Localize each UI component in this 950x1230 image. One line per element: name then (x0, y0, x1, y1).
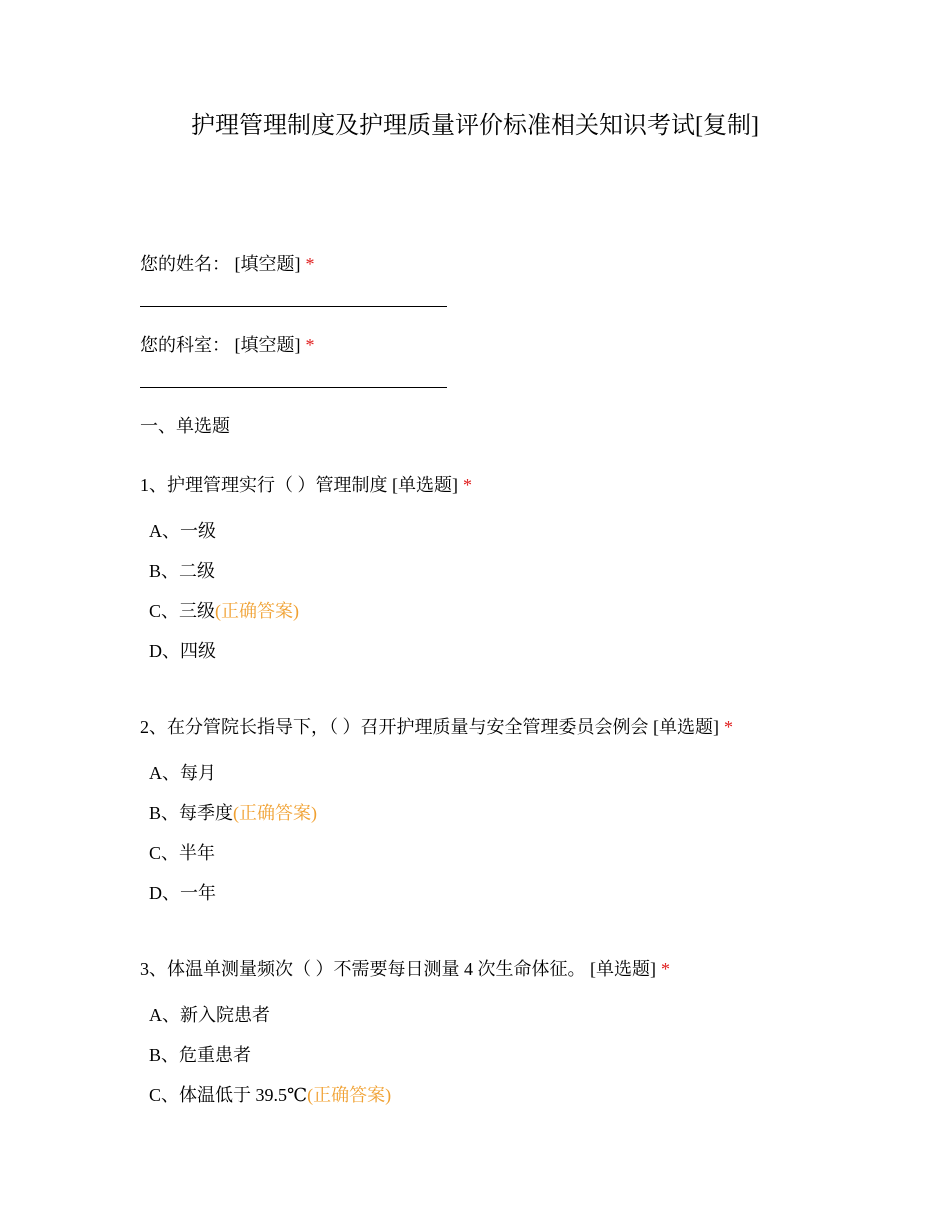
option-text: D、一年 (149, 883, 216, 903)
question-type: [单选题] (392, 475, 458, 495)
question-1-option-b[interactable] (149, 559, 215, 583)
department-field-label (140, 333, 315, 357)
question-3-option-c[interactable] (149, 1083, 391, 1107)
question-type: [单选题] (653, 717, 719, 737)
option-text: A、每月 (149, 763, 216, 783)
required-star: * (724, 717, 733, 737)
question-2-option-c[interactable] (149, 841, 215, 865)
option-text: C、半年 (149, 843, 216, 863)
option-text: B、每季度 (149, 803, 234, 823)
question-3-option-b[interactable] (149, 1043, 251, 1067)
field-type: [填空题] (234, 335, 301, 355)
correct-answer-mark: (正确答案) (233, 803, 318, 823)
question-3-option-a[interactable] (149, 1003, 270, 1027)
question-1-option-c[interactable] (149, 599, 299, 623)
required-star: * (305, 335, 315, 355)
page-title: 护理管理制度及护理质量评价标准相关知识考试[复制] (191, 113, 759, 139)
question-1-title (140, 473, 472, 497)
option-text: A、一级 (149, 521, 216, 541)
option-text: B、二级 (149, 561, 216, 581)
name-field-label (140, 252, 315, 276)
option-text: C、三级 (149, 601, 216, 621)
required-star: * (661, 959, 670, 979)
required-star: * (305, 254, 315, 274)
option-text: B、危重患者 (149, 1045, 252, 1065)
question-1-option-a[interactable] (149, 519, 216, 543)
field-label-text: 您的科室： (140, 335, 230, 355)
question-text: 3、体温单测量频次（ ）不需要每日测量 4 次生命体征。 (140, 959, 586, 979)
correct-answer-mark: (正确答案) (307, 1085, 392, 1105)
option-text: A、新入院患者 (149, 1005, 270, 1025)
question-type: [单选题] (590, 959, 656, 979)
question-2-option-a[interactable] (149, 761, 216, 785)
option-text: C、体温低于 39.5℃ (149, 1085, 308, 1105)
question-text: 1、护理管理实行（ ）管理制度 (140, 475, 388, 495)
question-2-title (140, 715, 733, 739)
name-answer-line[interactable] (140, 306, 447, 307)
question-3-title (140, 957, 670, 981)
question-1-option-d[interactable] (149, 639, 216, 663)
department-answer-line[interactable] (140, 387, 447, 388)
correct-answer-mark: (正确答案) (215, 601, 300, 621)
required-star: * (463, 475, 472, 495)
question-text: 2、在分管院长指导下，（ ）召开护理质量与安全管理委员会例会 (140, 717, 649, 737)
field-label-text: 您的姓名： (140, 254, 230, 274)
option-text: D、四级 (149, 641, 216, 661)
section-title: 一、单选题 (140, 416, 230, 436)
question-2-option-d[interactable] (149, 881, 216, 905)
field-type: [填空题] (234, 254, 301, 274)
question-2-option-b[interactable] (149, 801, 317, 825)
